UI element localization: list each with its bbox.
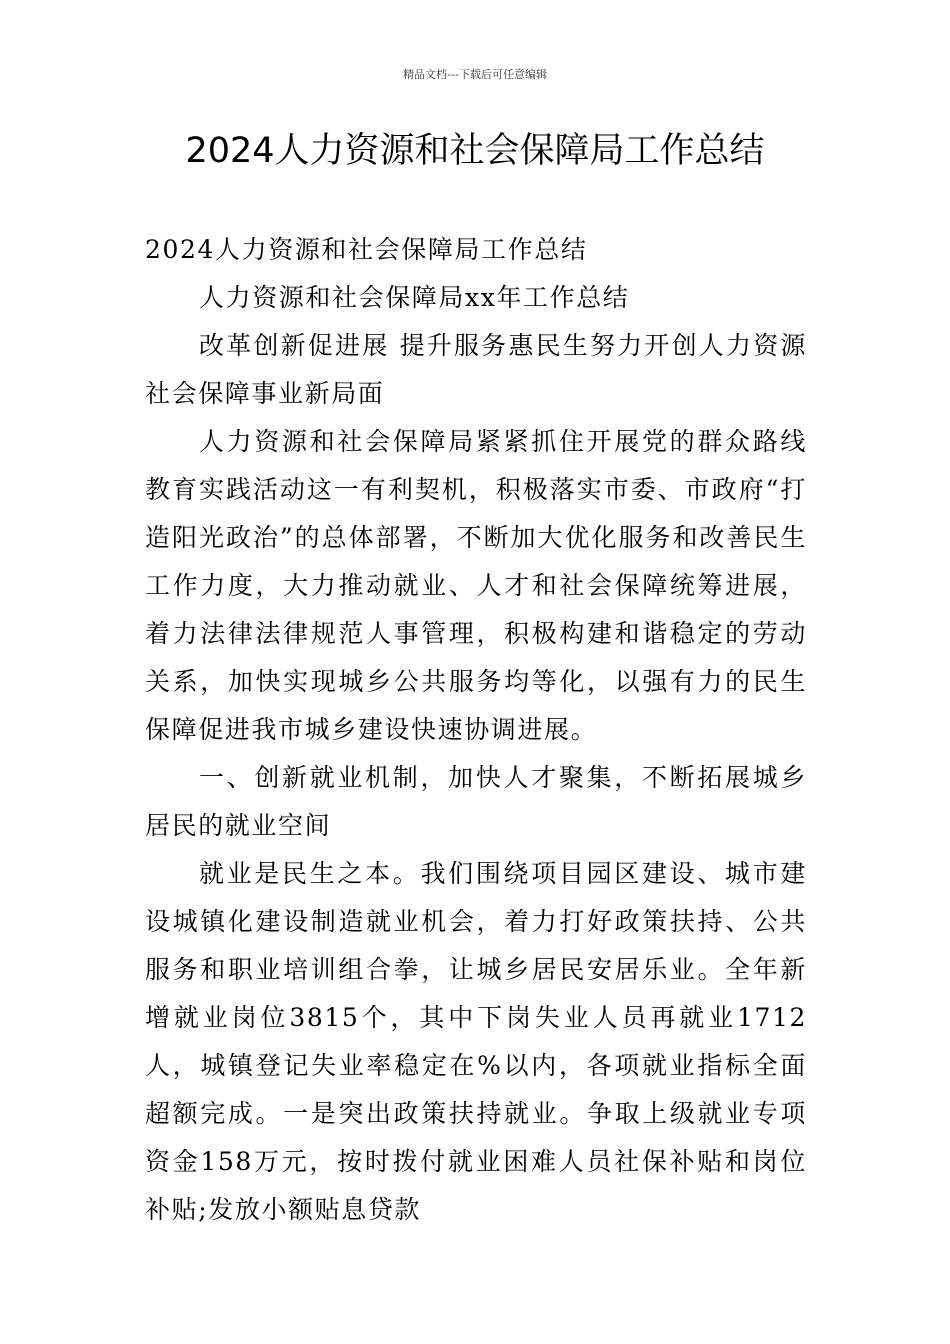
document-body — [145, 226, 807, 1234]
paragraph-intro: 人力资源和社会保障局紧紧抓住开展党的群众路线教育实践活动这一有利契机，积极落实市委、市政府“打造阳光政治”的总体部署，不断加大优化服务和改善民生工作力度，大力推动就业、人才和社会保障统筹进展，着力法律法律规范人事管理，积极构建和谐稳定的劳动关系，加快实现城乡公共服务均等化，以强有力的民生保障促进我市城乡建设快速协调进展。 — [145, 427, 807, 744]
paragraph-subtitle: 人力资源和社会保障局xx年工作总结 — [199, 283, 630, 312]
paragraph-section-one-heading: 一、创新就业机制，加快人才聚集，不断拓展城乡居民的就业空间 — [145, 763, 807, 840]
paragraph-employment: 就业是民生之本。我们围绕项目园区建设、城市建设城镇化建设制造就业机会，着力打好政策扶持、公共服务和职业培训组合拳，让城乡居民安居乐业。全年新增就业岗位3815个，其中下岗失业人员再就业1712人，城镇登记失业率稳定在%以内，各项就业指标全面超额完成。一是突出政策扶持就业。争取上级就业专项资金158万元，按时拨付就业困难人员社保补贴和岗位补贴;发放小额贴息贷款 — [145, 859, 807, 1224]
paragraph-heading: 2024人力资源和社会保障局工作总结 — [145, 235, 588, 264]
document-title: 2024人力资源和社会保障局工作总结 — [185, 131, 765, 171]
page-header-note: 精品文档---下载后可任意编辑 — [403, 68, 547, 81]
paragraph-theme: 改革创新促进展 提升服务惠民生努力开创人力资源社会保障事业新局面 — [145, 331, 807, 408]
